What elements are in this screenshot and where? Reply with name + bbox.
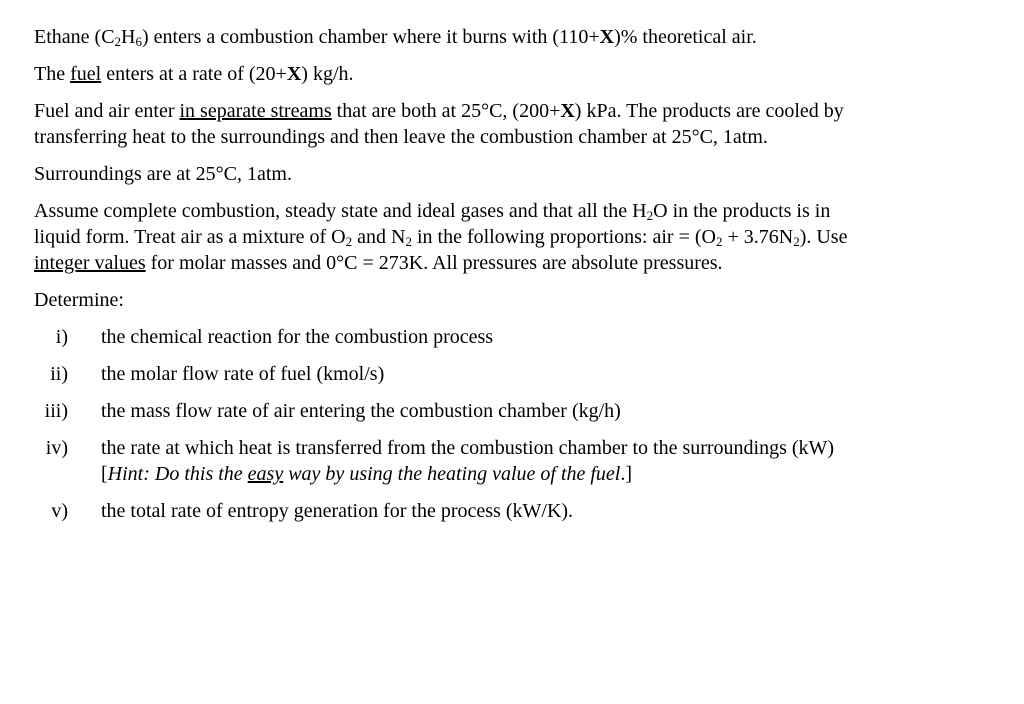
assumptions-paragraph	[34, 198, 984, 224]
underlined-text: integer values	[34, 252, 146, 274]
variable-x: X	[560, 100, 575, 122]
text-span: ) kg/h.	[301, 63, 354, 85]
text-span: ). Use	[799, 226, 848, 248]
item-text: the rate at which heat is transferred from the combustion chamber to the surroundings (kW)	[101, 437, 835, 459]
text-span: .]	[620, 463, 633, 485]
text-span: )% theoretical air.	[614, 26, 757, 48]
text-span: ) kPa. The products are cooled by	[574, 100, 844, 122]
item-number: iii)	[44, 400, 68, 422]
underlined-text: easy	[247, 463, 284, 485]
item-text: the chemical reaction for the combustion process	[101, 326, 494, 348]
item-number: v)	[51, 500, 68, 522]
subscript: 2	[646, 208, 654, 223]
list-item	[34, 498, 984, 524]
surroundings-paragraph: Surroundings are at 25°C, 1atm.	[34, 163, 292, 185]
assumptions-line3	[34, 250, 984, 276]
text-span: enters at a rate of (20+	[101, 63, 287, 85]
text-span: The	[34, 63, 71, 85]
hint-text: Hint: Do this the	[107, 463, 248, 485]
item-text: the molar flow rate of fuel (kmol/s)	[101, 363, 385, 385]
fuel-rate-paragraph	[34, 61, 984, 87]
text-span: for molar masses and 0°C = 273K. All pressures are absolute pressures.	[145, 252, 723, 274]
list-item	[34, 361, 984, 387]
determine-heading: Determine:	[34, 289, 124, 311]
text-span: + 3.76N	[722, 226, 794, 248]
subscript: 2	[793, 234, 800, 249]
assumptions-line2	[34, 224, 984, 250]
item-text-block	[101, 435, 834, 487]
text-span: Ethane (C	[34, 26, 115, 48]
variable-x: X	[599, 26, 615, 48]
text-span: Assume complete combustion, steady state and ideal gases and that all the H	[34, 200, 647, 222]
underlined-text: in separate streams	[179, 100, 332, 122]
subscript: 6	[135, 34, 142, 49]
list-item	[34, 324, 984, 350]
variable-x: X	[286, 63, 302, 85]
text-span: H	[121, 26, 136, 48]
hint-line	[101, 461, 834, 487]
subscript: 2	[114, 34, 122, 49]
item-number: ii)	[50, 363, 68, 385]
intro-paragraph	[34, 24, 984, 50]
subscript: 2	[715, 234, 723, 249]
inlet-conditions-paragraph	[34, 98, 984, 124]
text-span: [	[101, 463, 108, 485]
underlined-text: fuel	[70, 63, 102, 85]
problem-statement	[34, 24, 984, 524]
list-item	[34, 398, 984, 424]
inlet-conditions-line2: transferring heat to the surroundings and then leave the combustion chamber at 25°C, 1atm.	[34, 126, 768, 148]
item-number: i)	[55, 326, 68, 348]
item-text: the mass flow rate of air entering the combustion chamber (kg/h)	[101, 400, 621, 422]
item-text: the total rate of entropy generation for the process (kW/K).	[101, 500, 574, 522]
text-span: and N	[352, 226, 406, 248]
text-span: Fuel and air enter	[34, 100, 180, 122]
item-number: iv)	[45, 437, 68, 459]
text-span: in the following proportions: air = (O	[411, 226, 716, 248]
text-span: liquid form. Treat air as a mixture of O	[34, 226, 346, 248]
subscript: 2	[405, 234, 412, 249]
text-span: O in the products is in	[653, 200, 831, 222]
text-span: that are both at 25°C, (200+	[331, 100, 561, 122]
text-span: ) enters a combustion chamber where it burns with (110+	[141, 26, 600, 48]
list-item	[34, 435, 984, 487]
hint-text: way by using the heating value of the fuel	[283, 463, 621, 485]
subscript: 2	[345, 234, 353, 249]
